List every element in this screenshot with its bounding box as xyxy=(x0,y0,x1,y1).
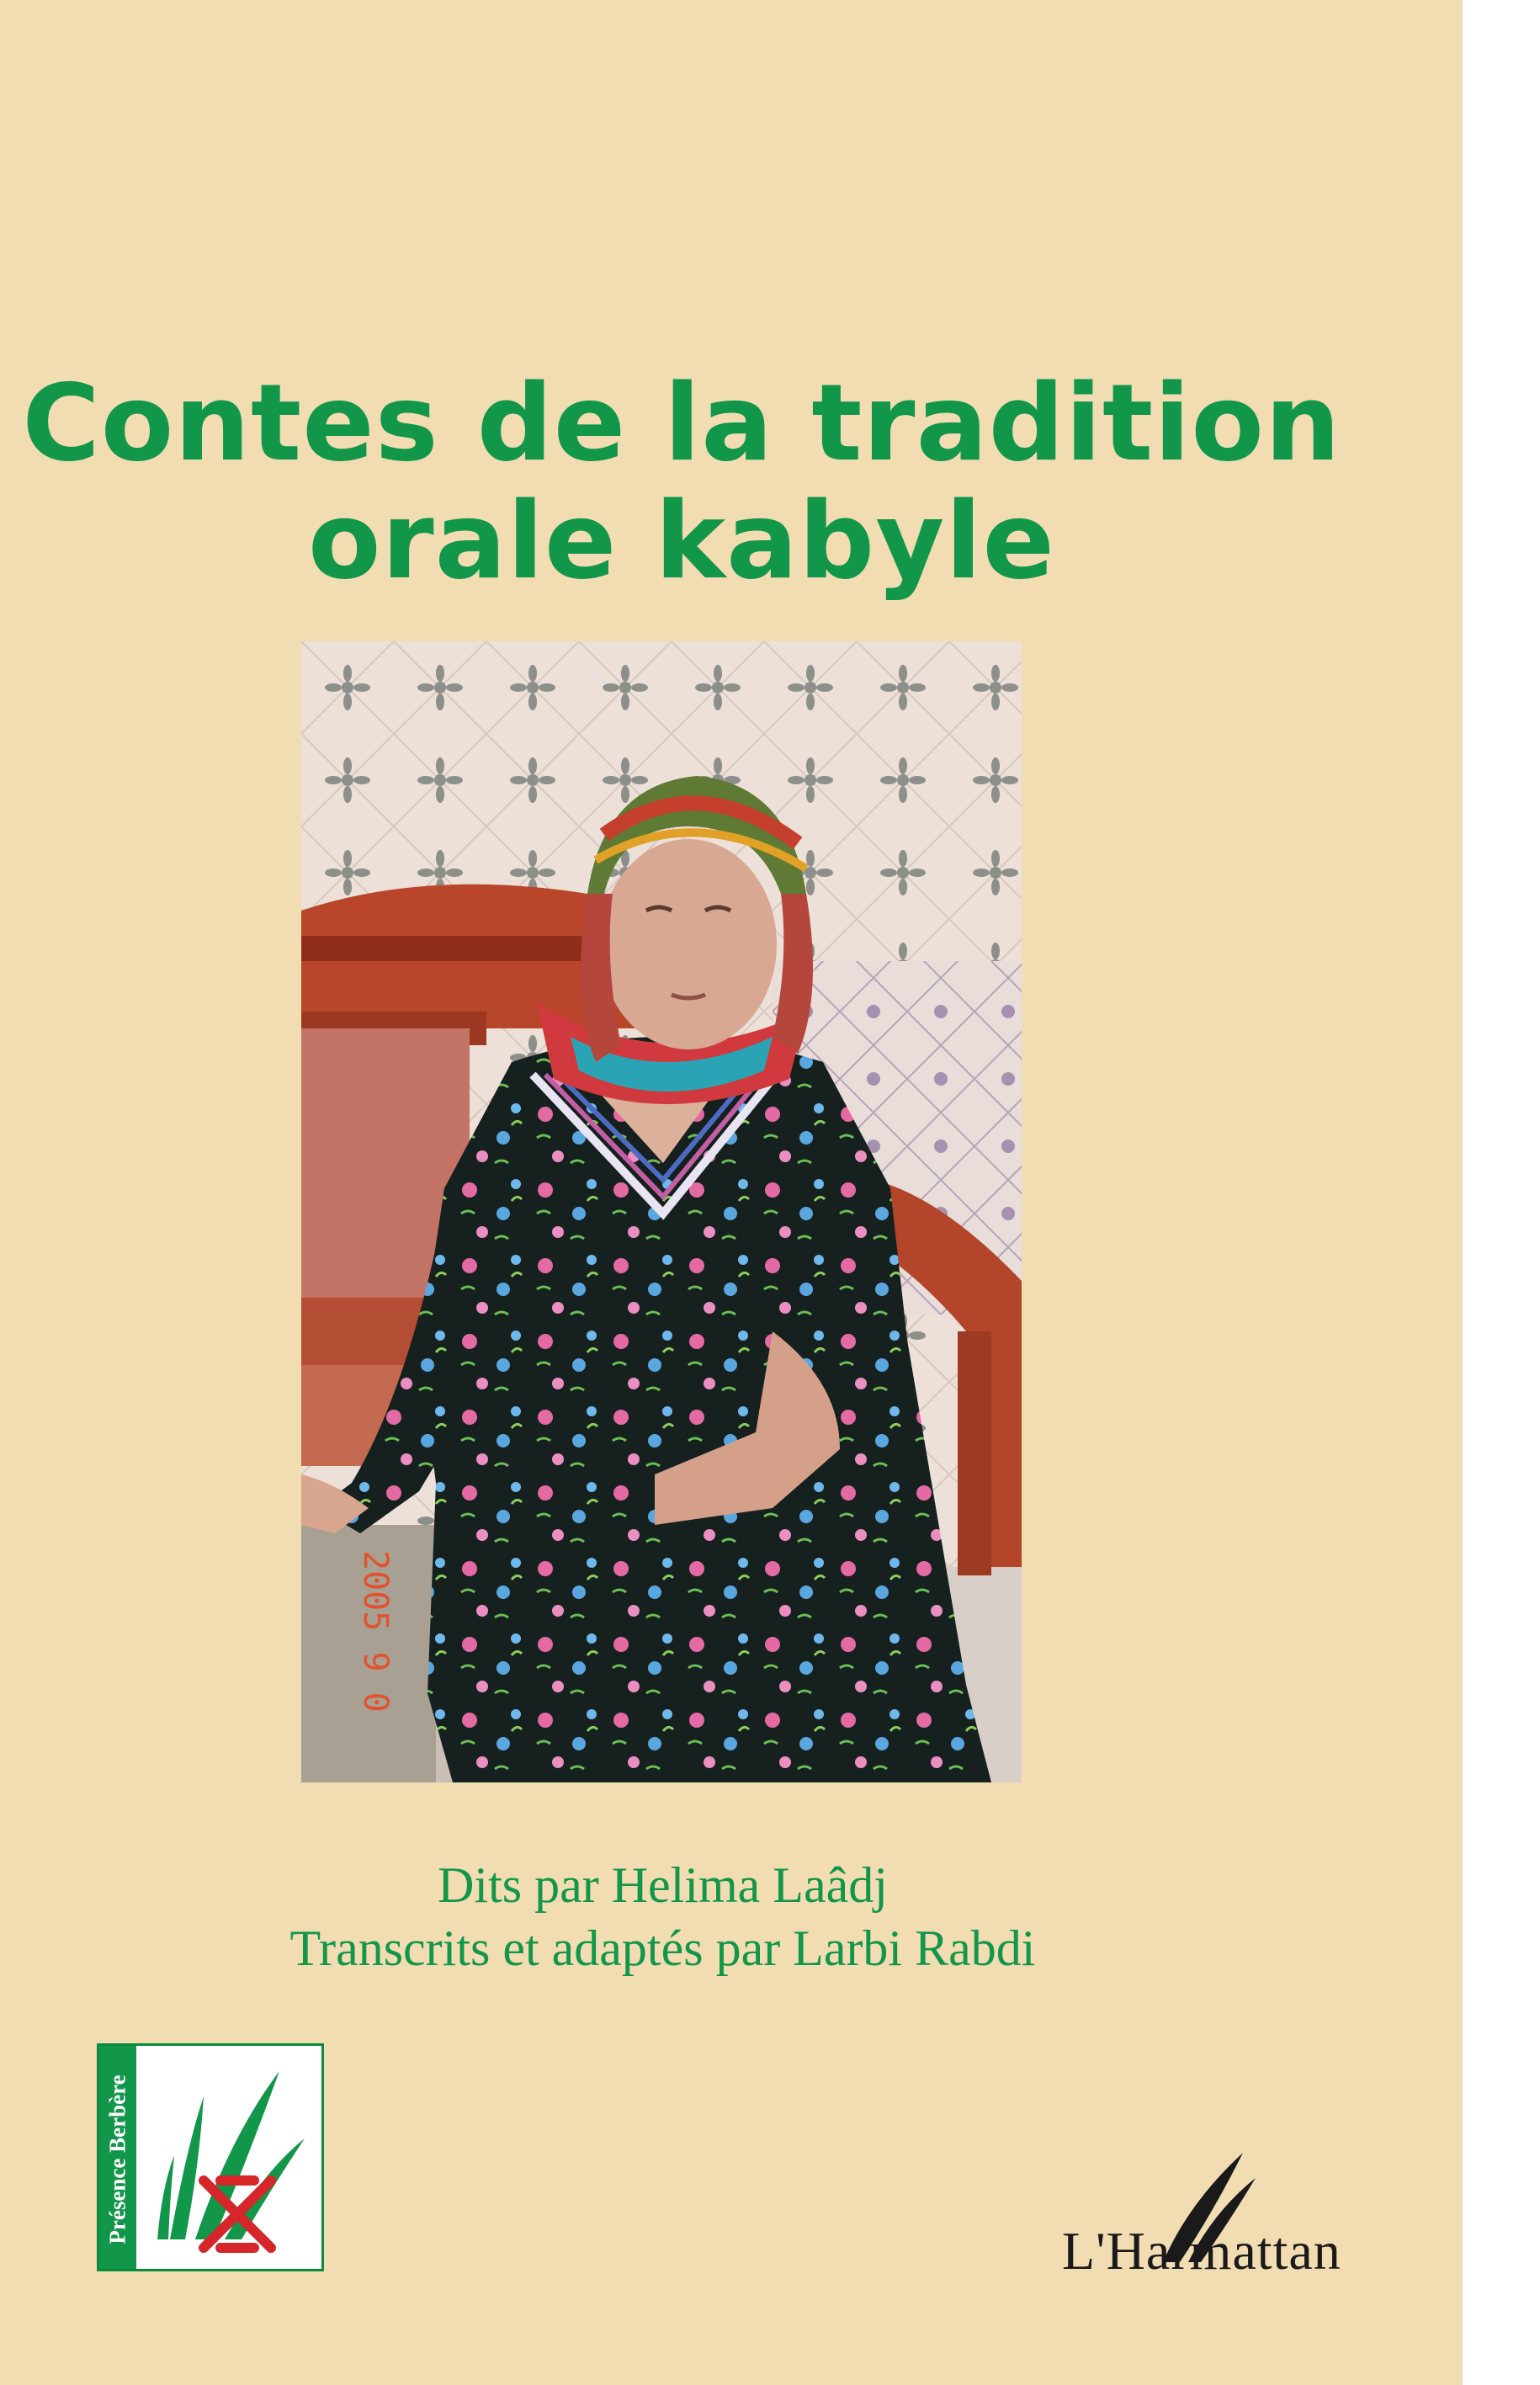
publisher-logo xyxy=(1062,2153,1399,2279)
portrait-illustration xyxy=(301,641,1022,1782)
publisher-name: L'Harmattan xyxy=(1062,2221,1341,2281)
title-line-2: orale kabyle xyxy=(307,479,1056,603)
logo-strip xyxy=(99,2046,136,2269)
credit-transcriber: Transcrits et adaptés par Larbi Rabdi xyxy=(289,1920,1036,1976)
reed-berber-icon xyxy=(136,2046,321,2269)
photo-date-stamp: 2005 9 0 xyxy=(356,1550,395,1713)
presence-berbere-logo xyxy=(97,2043,324,2271)
title-line-1: Contes de la tradition xyxy=(22,361,1341,485)
cover-photo xyxy=(301,641,1022,1782)
credit-narrator: Dits par Helima Laâdj xyxy=(438,1857,888,1913)
series-logo-text: Présence Berbère xyxy=(104,2074,130,2244)
